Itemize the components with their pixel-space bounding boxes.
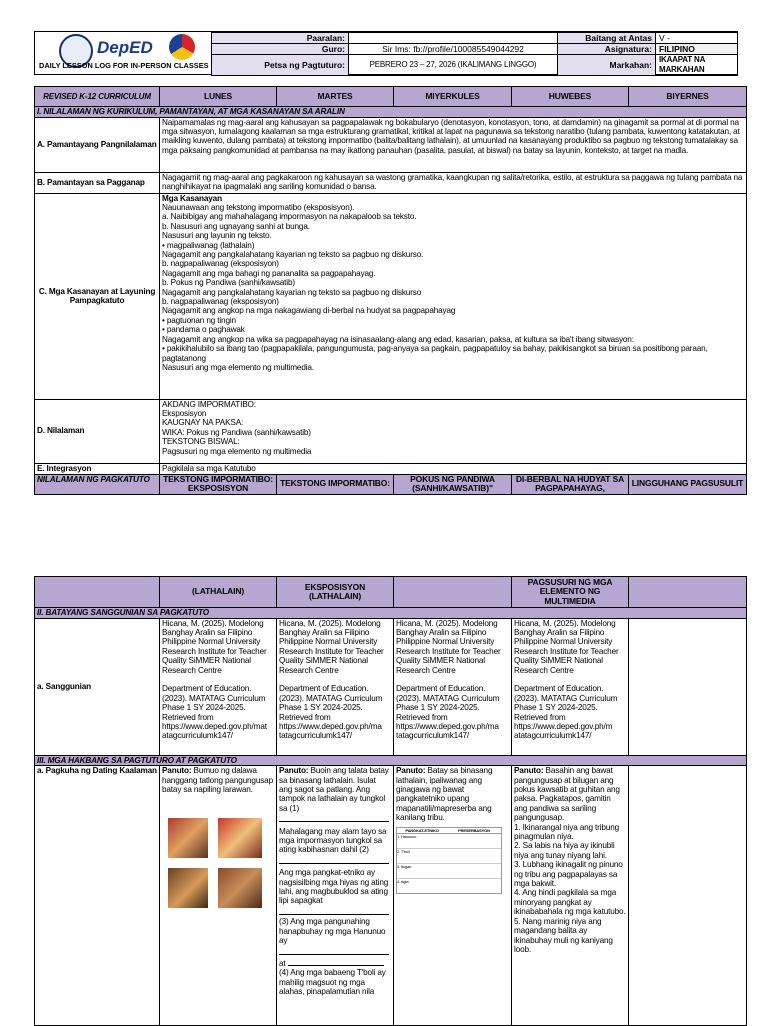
wednesday-text: Batay sa binasang lathalain, ipaliwanag ang ginagawa ng bawat pangkatetniko upang mapanatili/mapreserba ang kanilang tribu. [396,766,493,823]
answer-blank[interactable] [279,813,389,822]
sanggunian-text: Hicana, M. (2025). Modelong Banghay Aralin sa Filipino Philippine Normal University Research Institute for Teacher Quality SiMMER National Research Centre Department of Education. (2023). MATATAG Curriculum Phase 1 SY 2024-2025. Retrieved from https://www.deped.gov.ph/ma tatagcurriculumk147/ [277,618,394,755]
markahan-value: IKAAPAT NA MARKAHAN [656,55,738,76]
pagganap-row [35,172,747,193]
topic-cell: TEKSTONG IMPORMATIBO: [277,474,394,494]
row-label: D. Nilalaman [35,399,160,463]
answer-blank[interactable] [288,957,384,966]
ethnic-name: 3. Ifugao [397,863,412,869]
day-tuesday: MARTES [277,87,394,107]
tuesday-text-5: at [279,958,286,968]
pagganap-text: Nagagamit ng mag-aaral ang pagkakaroon ng kahusayan sa wastong gramatika, kaangkupan ng salita/retorika, estilo, at estruktura sa paggawa ng tulang pambata na nanghihikayat na ipagmalaki ang sariling komunidad o bansa. [160,172,747,193]
section-row [35,608,747,619]
ethnic-row [397,864,501,879]
header-block [34,31,738,75]
topic-cell: TEKSTONG IMPORMATIBO: EKSPOSISYON [160,474,277,494]
thursday-text: Basahin ang bawat pangungusap at bilugan ang pokus kawsatib at guhitan ang paksa. Pagkatapos, gamitin ang pandiwa sa sariling pangungusap. 1. Ikinarangal niya ang tribung pinagmulan niya. 2. Sa labis na hiya ay ikinubli niya ang tunay niyang lahi. 3. Lubhang ikinagalit ng pinuno ng tribu ang pagpapalayas sa mga bakwit. 4. Ang hindi pagkilala sa mga minoryang pangkat ay ikinababahala ng mga katutubo. 5. Nang marinig niya ang magandang balita ay ikinabuhay muli ng kaniyang loob. [514,766,626,954]
nilalaman-text: AKDANG IMPORMATIBO: Eksposisyon KAUGNAY NA PAKSA: WIKA: Pokus ng Pandiwa (sanhi/kawsatib) TEKSTONG BISWAL: Pagsusuri ng mga elemento ng multimedia [160,399,747,463]
answer-blank[interactable] [279,855,389,864]
topic-cell: DI-BERBAL NA HUDYAT SA PAGPAPAHAYAG, [512,474,629,494]
pagkuha-row [35,766,747,1026]
tuesday-text-6: (4) Ang mga babaeng T'boli ay mahilig magsuot ng mga alahas, pinapalamutian nila [279,968,386,997]
topic-header-row [35,577,747,608]
answer-blank[interactable] [279,946,389,955]
blank-corner [35,577,160,608]
section-title: I. NILALAMAN NG KURIKULUM, PAMANTAYAN, AT MGA KASANAYAN SA ARALIN [35,107,747,118]
nilalaman-pagkatuto-row [35,474,747,494]
day-wednesday: MIYERKULES [394,87,512,107]
header-row [212,33,738,44]
day-thursday: HUWEBES [512,87,629,107]
markahan-label: Markahan: [558,55,656,76]
monday-activity [160,766,277,1026]
header-row [212,44,738,55]
kasanayan-text: Nauunawaan ang tekstong impormatibo (eksposisyon). a. Naibibigay ang mahahalagang impormasyon na nakapaloob sa teksto. b. Nasusuri ang ugnayang sanhi at bunga. Nasusuri ang layunin ng teksto. • magpaliwanag (lathalain) Nagagamit ang pangkalahatang kayarian ng teksto sa pagbuo ng diskurso. b. nagpapaliwanag (eksposisyon) Nagagamit ang mga bahagi ng pananalita sa pagpapahayag. b. Pokus ng Pandiwa (sanhi/kawsatib) Nagagamit ang pangkalahatang kayarian ng teksto sa pagbuo ng diskurso b. nagpapaliwanag (eksposisyon) Nagagamit ang angkop na mga nakagawiang di-berbal na hudyat sa pagpapahayag • pagtuonan ng tingin • pandama o paghawak Nagagamit ang angkop na wika sa pagpapahayag na isinasaalang-alang ang edad, kasarian, paksa, at kultura sa iba't ibang sitwasyon: • pakikihalubilo sa ibang tao (pagpapakilala, pangungumusta, pag-anyaya sa pagkain, pagpapatuloy sa bahay, pakikisangkot sa biruan sa positibong paraan, pagtatanong Nasusuri ang mga elemento ng multimedia. [162,203,708,372]
section-title: III. MGA HAKBANG SA PAGTUTURO AT PAGKATUTO [35,755,747,766]
curriculum-table [34,86,747,495]
topic-cell: LINGGUHANG PAGSUSULIT [629,474,747,494]
tuesday-text-3: Ang mga pangkat-etniko ay nagsisilbing mga hiyas ng ating lahi, ang magbubuklod sa ating lipi sapagkat [279,868,389,906]
row-label: E. Integrasyon [35,463,160,474]
baitang-value: V - [656,33,738,44]
topic-head: (LATHALAIN) [160,577,277,608]
tuesday-text-2: Mahalagang may alam tayo sa mga impormasyon tungkol sa ating kabihasnan dahil (2) [279,826,387,855]
row-label: C. Mga Kasanayan at Layuning Pampagkatuto [35,193,160,399]
kasanayan-row [35,193,747,399]
ethnic-col-head: PANGKAT-ETNIKO [405,827,439,833]
nilalaman-row [35,399,747,463]
tuesday-text-1: Buoin ang talata batay sa binasang lathalain. Isulat ang sagot sa patlang. Ang tampok na lathalain ay tungkol sa (1) [279,766,389,813]
day-friday: BIYERNES [629,87,747,107]
row-label: a. Pagkuha ng Dating Kaalaman [35,766,160,1026]
empty-cell [629,618,747,755]
header-row [212,55,738,76]
day-header-row [35,87,747,107]
sanggunian-text: Hicana, M. (2025). Modelong Banghay Aralin sa Filipino Philippine Normal University Research Institute for Teacher Quality SiMMER National Research Centre Department of Education. (2023). MATATAG Curriculum Phase 1 SY 2024-2025. Retrieved from https://www.deped.gov.ph/m atatagcurriculumk147/ [512,618,629,755]
paaralan-value [349,33,558,44]
wednesday-activity [394,766,512,1026]
header-info-table [211,32,738,76]
answer-blank[interactable] [279,906,389,915]
ethnic-name: 4. Agta [397,878,409,884]
curriculum-corner: REVISED K-12 CURRICULUM [35,87,160,107]
sanggunian-text: Hicana, M. (2025). Modelong Banghay Aralin sa Filipino Philippine Normal University Research Institute for Teacher Quality SiMMER National Research Centre Department of Education. (2023). MATATAG Curriculum Phase 1 SY 2024-2025. Retrieved from https://www.deped.gov.ph/ma tatagcurriculumk147/ [394,618,512,755]
photo-icon [168,868,208,908]
ethnic-name: 1. Hanunuo [397,833,417,839]
procedure-table [34,576,747,1026]
panuto-label: Panuto: [396,766,426,776]
panuto-label: Panuto: [279,766,309,776]
monday-text: Bumuo ng dalawa hanggang tatlong pangungusap batay sa napiling larawan. [162,766,273,794]
section-row [35,107,747,118]
row-label: a. Sanggunian [35,618,160,755]
section-row [35,755,747,766]
pamantayang-text: Naipamamalas ng mag-aaral ang kahusayan sa pagpapalawak ng bokabularyo (denotasyon, konotasyon, tono, at damdamin) na ginagamit sa pormal at di pormal na mga sitwasyon, lumalagong kaalaman sa mga estrukturang gramatikal, kritikal at lapat na pagunawa sa tekstong naratibo (tulang pambata, kuwentong katatakutan, at maikling kuwento, dulang pambata) at tekstong impormatibo (balita/balitang lathalain), at umuunlad na kasanayang produktibo sa pagbuo ng tekstong tumatalakay sa mga paksaing pangkomunidad at pambansa na may ikatlong panauhan (pasalita, pasulat, at biswal) na batay sa layunin, konteksto, at target na madla. [160,117,747,172]
row-label: NILALAMAN NG PAGKATUTO [35,474,160,494]
section-title: II. BATAYANG SANGGUNIAN SA PAGKATUTO [35,608,747,619]
guro-label: Guro: [212,44,349,55]
row-label: A. Pamantayang Pangnilalaman [35,117,160,172]
guro-value: Sir Ims: fb://profile/100085549044292 [349,44,558,55]
ethnic-row [397,879,501,893]
asignatura-value: FILIPINO [656,44,738,55]
ethnic-table [396,827,502,894]
tuesday-activity [277,766,394,1026]
sanggunian-text: Hicana, M. (2025). Modelong Banghay Aralin sa Filipino Philippine Normal University Research Institute for Teacher Quality SiMMER National Research Centre Department of Education. (2023). MATATAG Curriculum Phase 1 SY 2024-2025. Retrieved from https://www.deped.gov.ph/mat atagcurriculumk147/ [160,618,277,755]
petsa-label: Petsa ng Pagtuturo: [212,55,349,76]
thursday-activity [512,766,629,1026]
topic-head: PAGSUSURI NG MGA ELEMENTO NG MULTIMEDIA [512,577,629,608]
integrasyon-row [35,463,747,474]
topic-head [629,577,747,608]
pamantayang-row [35,117,747,172]
panuto-label: Panuto: [514,766,544,776]
tuesday-text-4: (3) Ang mga pangunahing hanapbuhay ng mga Hanunuo ay [279,917,386,946]
sanggunian-row [35,618,747,755]
kasanayan-cell [160,193,747,399]
baitang-label: Baitang at Antas [558,33,656,44]
photo-icon [168,818,208,858]
petsa-value: PEBRERO 23 – 27, 2026 (IKALIMANG LINGGO) [349,55,558,76]
panuto-label: Panuto: [162,766,192,776]
topic-head [394,577,512,608]
log-title: DAILY LESSON LOG FOR IN-PERSON CLASSES [39,61,209,70]
row-label: B. Pamantayan sa Pagganap [35,172,160,193]
kasanayan-heading: Mga Kasanayan [162,193,222,203]
ethnic-row [397,849,501,864]
logo-area [35,32,211,74]
photo-icon [218,868,262,908]
photo-icon [218,818,262,858]
empty-cell [629,766,747,1026]
asignatura-label: Asignatura: [558,44,656,55]
bagong-pilipinas-icon [169,34,195,60]
ethnic-col-head: PRESERBASYON [458,827,490,833]
paaralan-label: Paaralan: [212,33,349,44]
day-monday: LUNES [160,87,277,107]
deped-logo: DepED [97,38,153,57]
ethnic-row [397,834,501,849]
topic-cell: POKUS NG PANDIWA (SANHI/KAWSATIB)" [394,474,512,494]
ethnic-name: 2. T'boli [397,848,410,854]
topic-head: EKSPOSISYON (LATHALAIN) [277,577,394,608]
integrasyon-text: Pagkilala sa mga Katutubo [160,463,747,474]
